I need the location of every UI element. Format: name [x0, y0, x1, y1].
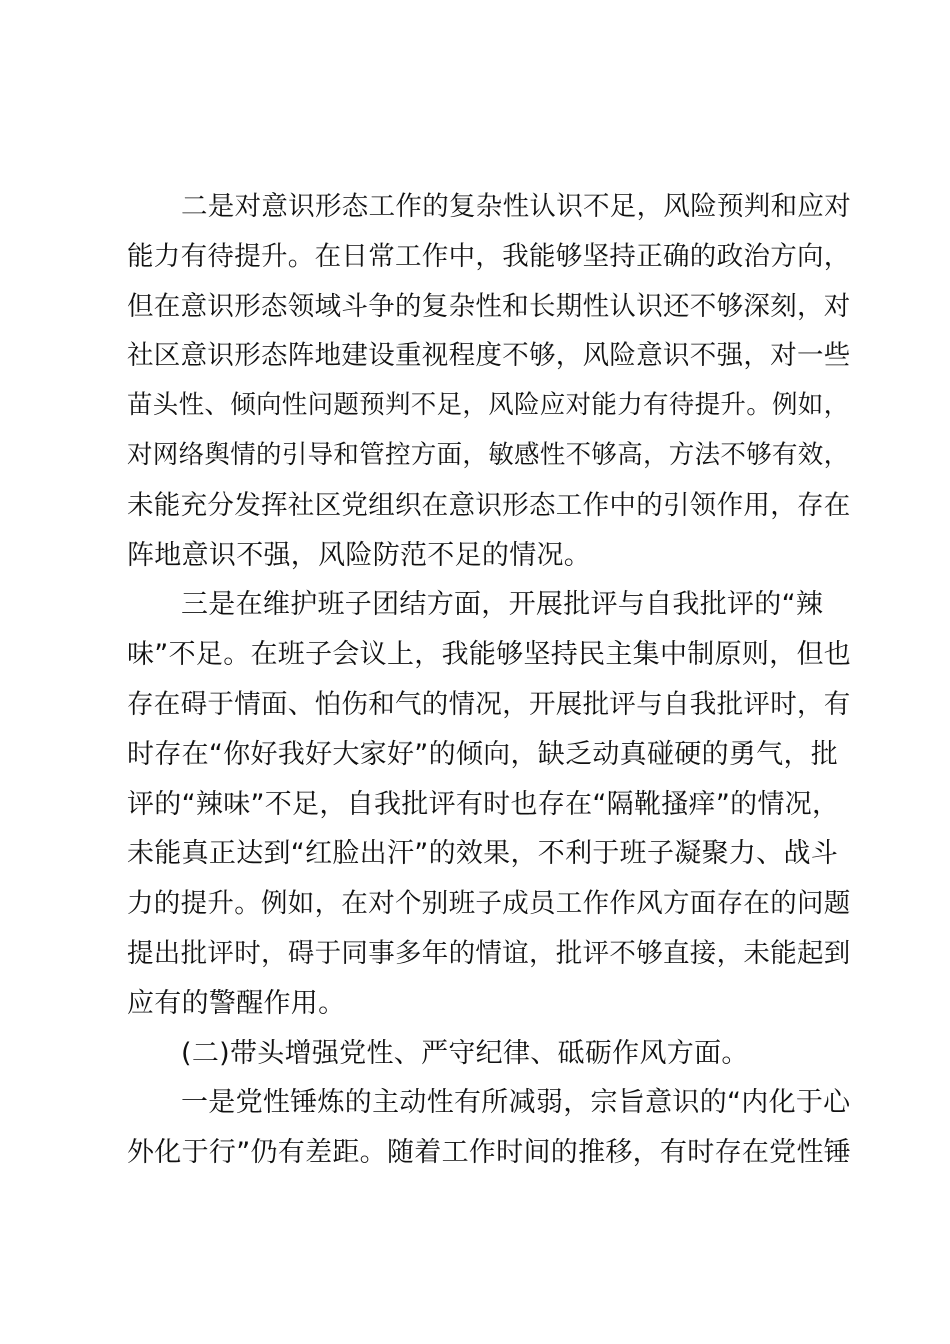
text-line: 三是在维护班子团结方面，开展批评与自我批评的“辣 [181, 589, 824, 621]
text-line: 对网络舆情的引导和管控方面，敏感性不够高，方法不够有效， [127, 439, 850, 470]
text-line: 时存在“你好我好大家好”的倾向，缺乏动真碰硬的勇气，批 [127, 738, 839, 770]
text-line: 评的“辣味”不足，自我批评有时也存在“隔靴搔痒”的情况， [127, 788, 840, 820]
text-line: 味”不足。在班子会议上，我能够坚持民主集中制原则，但也 [127, 639, 852, 671]
text-line: 外化于行”仍有差距。随着工作时间的推移，有时存在党性锤 [127, 1137, 852, 1169]
text-line: 提出批评时，碍于同事多年的情谊，批评不够直接，未能起到 [127, 937, 851, 969]
section-heading: (二)带头增强党性、严守纪律、砥砺作风方面。 [181, 1037, 749, 1069]
text-line: 社区意识形态阵地建设重视程度不够，风险意识不强，对一些 [127, 340, 851, 372]
text-line: 但在意识形态领域斗争的复杂性和长期性认识还不够深刻，对 [127, 290, 851, 322]
text-line: 阵地意识不强，风险防范不足的情况。 [127, 539, 592, 571]
text-line: 二是对意识形态工作的复杂性认识不足，风险预判和应对 [181, 191, 851, 222]
text-line: 一是党性锤炼的主动性有所减弱，宗旨意识的“内化于心 [181, 1087, 851, 1119]
text-line: 存在碍于情面、怕伤和气的情况，开展批评与自我批评时，有 [127, 688, 851, 720]
text-line: 未能充分发挥社区党组织在意识形态工作中的引领作用，存在 [127, 489, 851, 521]
text-line: 未能真正达到“红脸出汗”的效果，不利于班子凝聚力、战斗 [127, 838, 839, 870]
text-line: 苗头性、倾向性问题预判不足，风险应对能力有待提升。例如， [127, 390, 850, 421]
text-line: 应有的警醒作用。 [127, 987, 346, 1019]
text-line: 力的提升。例如，在对个别班子成员工作作风方面存在的问题 [127, 888, 851, 920]
text-line: 能力有待提升。在日常工作中，我能够坚持正确的政治方向， [127, 240, 851, 272]
document-body [127, 182, 862, 1178]
